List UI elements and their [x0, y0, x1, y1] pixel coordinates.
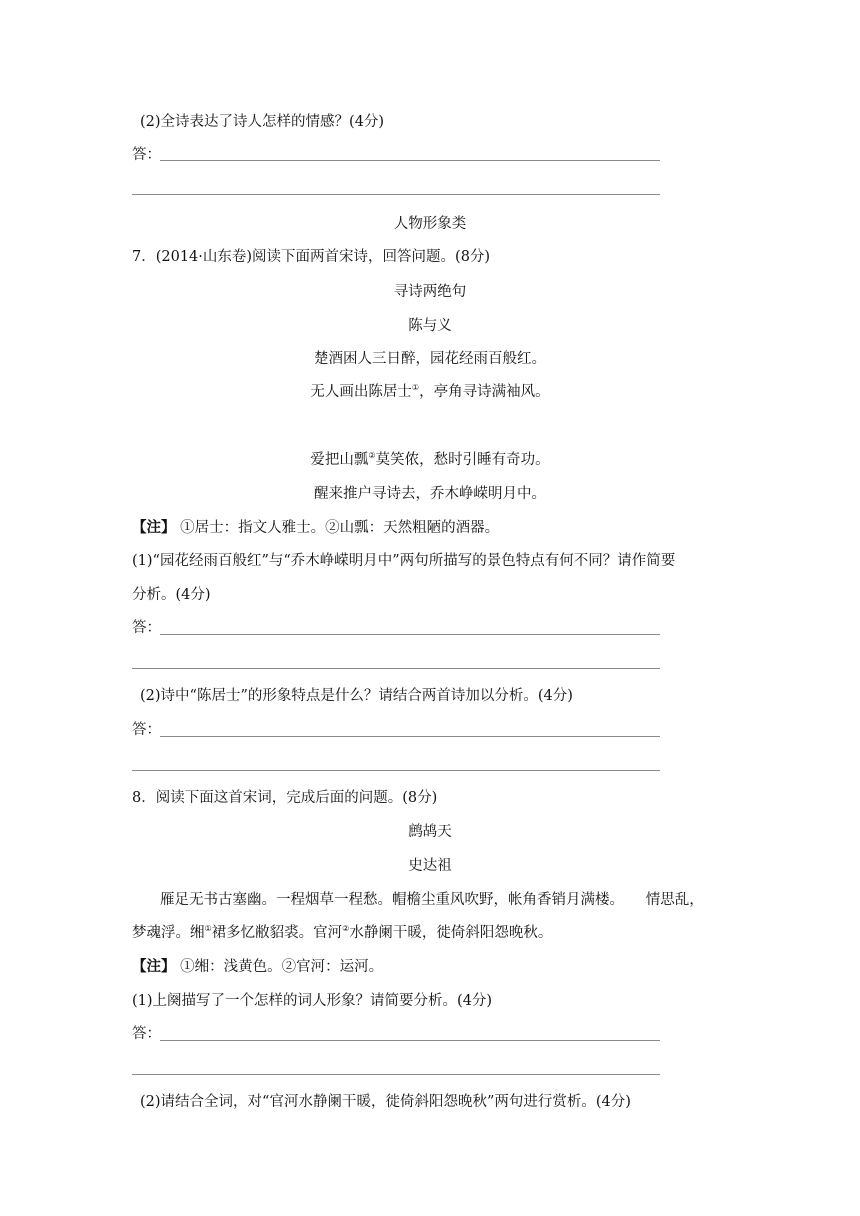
- q7-sub2-answer-label: 答：: [132, 722, 161, 738]
- footnote-marker-2: ②: [368, 451, 376, 460]
- q8-sub2-question: (2)请结合全词，对“官河水静阑干暖，徙倚斜阳怨晚秋”两句进行赏析。(4分): [140, 1094, 631, 1110]
- q7-sub1-question-line-2: 分析。(4分): [132, 587, 211, 603]
- q6-answer-line-1[interactable]: [160, 160, 660, 161]
- q7-sub1-answer-line-1[interactable]: [160, 634, 660, 635]
- footnote-marker-2: ②: [342, 924, 350, 933]
- q8-sub1-answer-label: 答：: [132, 1026, 161, 1042]
- q7-poem-line-4: 醒来推户寻诗去，乔木峥嵘明月中。: [314, 486, 546, 502]
- q8-sub1-question: (1)上阕描写了一个怎样的词人形象？请简要分析。(4分): [132, 993, 493, 1009]
- q7-poem-title: 寻诗两绝句: [393, 284, 467, 300]
- q7-sub1-question-line-1: (1)“园花经雨百般红”与“乔木峥嵘明月中”两句所描写的景色特点有何不同？请作简要: [132, 553, 676, 569]
- q7-sub2-answer-line-2[interactable]: [132, 770, 660, 771]
- q7-poem-line-2: 无人画出陈居士①，亭角寻诗满袖风。: [310, 383, 550, 400]
- footnote-marker-1: ①: [204, 924, 212, 933]
- q7-sub2-question: (2)诗中“陈居士”的形象特点是什么？请结合两首诗加以分析。(4分): [140, 688, 573, 704]
- q7-sub1-answer-line-2[interactable]: [132, 668, 660, 669]
- q8-note: [132, 957, 383, 977]
- q6-answer-label: 答：: [132, 147, 161, 163]
- q8-note-label: 【注】: [132, 958, 176, 975]
- q7-poem-line-1: 楚酒困人三日醉，园花经雨百般红。: [314, 351, 546, 367]
- section-title: 人物形象类: [393, 216, 467, 232]
- q7-note-text: ①居士：指文人雅士。②山瓢：天然粗陋的酒器。: [180, 520, 500, 536]
- q8-poem-author: 史达祖: [408, 858, 452, 874]
- q7-sub2-answer-line-1[interactable]: [160, 736, 660, 737]
- q6-answer-line-2[interactable]: [132, 194, 660, 195]
- q8-poem-text-line-2: 梦魂浮。缃①裙多忆敝貂裘。官河②水静阑干暖，徙倚斜阳怨晚秋。: [132, 924, 553, 941]
- q7-poem-author: 陈与义: [408, 318, 452, 334]
- q7-note: [132, 518, 499, 538]
- q6-sub2-question: (2)全诗表达了诗人怎样的情感？(4分): [140, 114, 385, 130]
- q8-sub1-answer-line-2[interactable]: [132, 1074, 660, 1075]
- q8-note-text: ①缃：浅黄色。②官河：运河。: [180, 959, 384, 975]
- q8-stem: 8．阅读下面这首宋词，完成后面的问题。(8分): [132, 790, 438, 806]
- q7-note-label: 【注】: [132, 519, 176, 536]
- q7-stem: 7．(2014·山东卷)阅读下面两首宋诗，回答问题。(8分): [132, 249, 491, 265]
- q8-sub1-answer-line-1[interactable]: [160, 1040, 660, 1041]
- footnote-marker-1: ①: [411, 383, 420, 392]
- q8-poem-text-line-1: 雁足无书古塞幽。一程烟草一程愁。帽檐尘重风吹野，帐角香销月满楼。 情思乱，: [160, 892, 704, 908]
- q8-poem-title: 鹧鸪天: [408, 824, 452, 840]
- q7-poem-line-3: 爱把山瓢②莫笑侬，愁时引睡有奇功。: [310, 451, 550, 468]
- q7-sub1-answer-label: 答：: [132, 620, 161, 636]
